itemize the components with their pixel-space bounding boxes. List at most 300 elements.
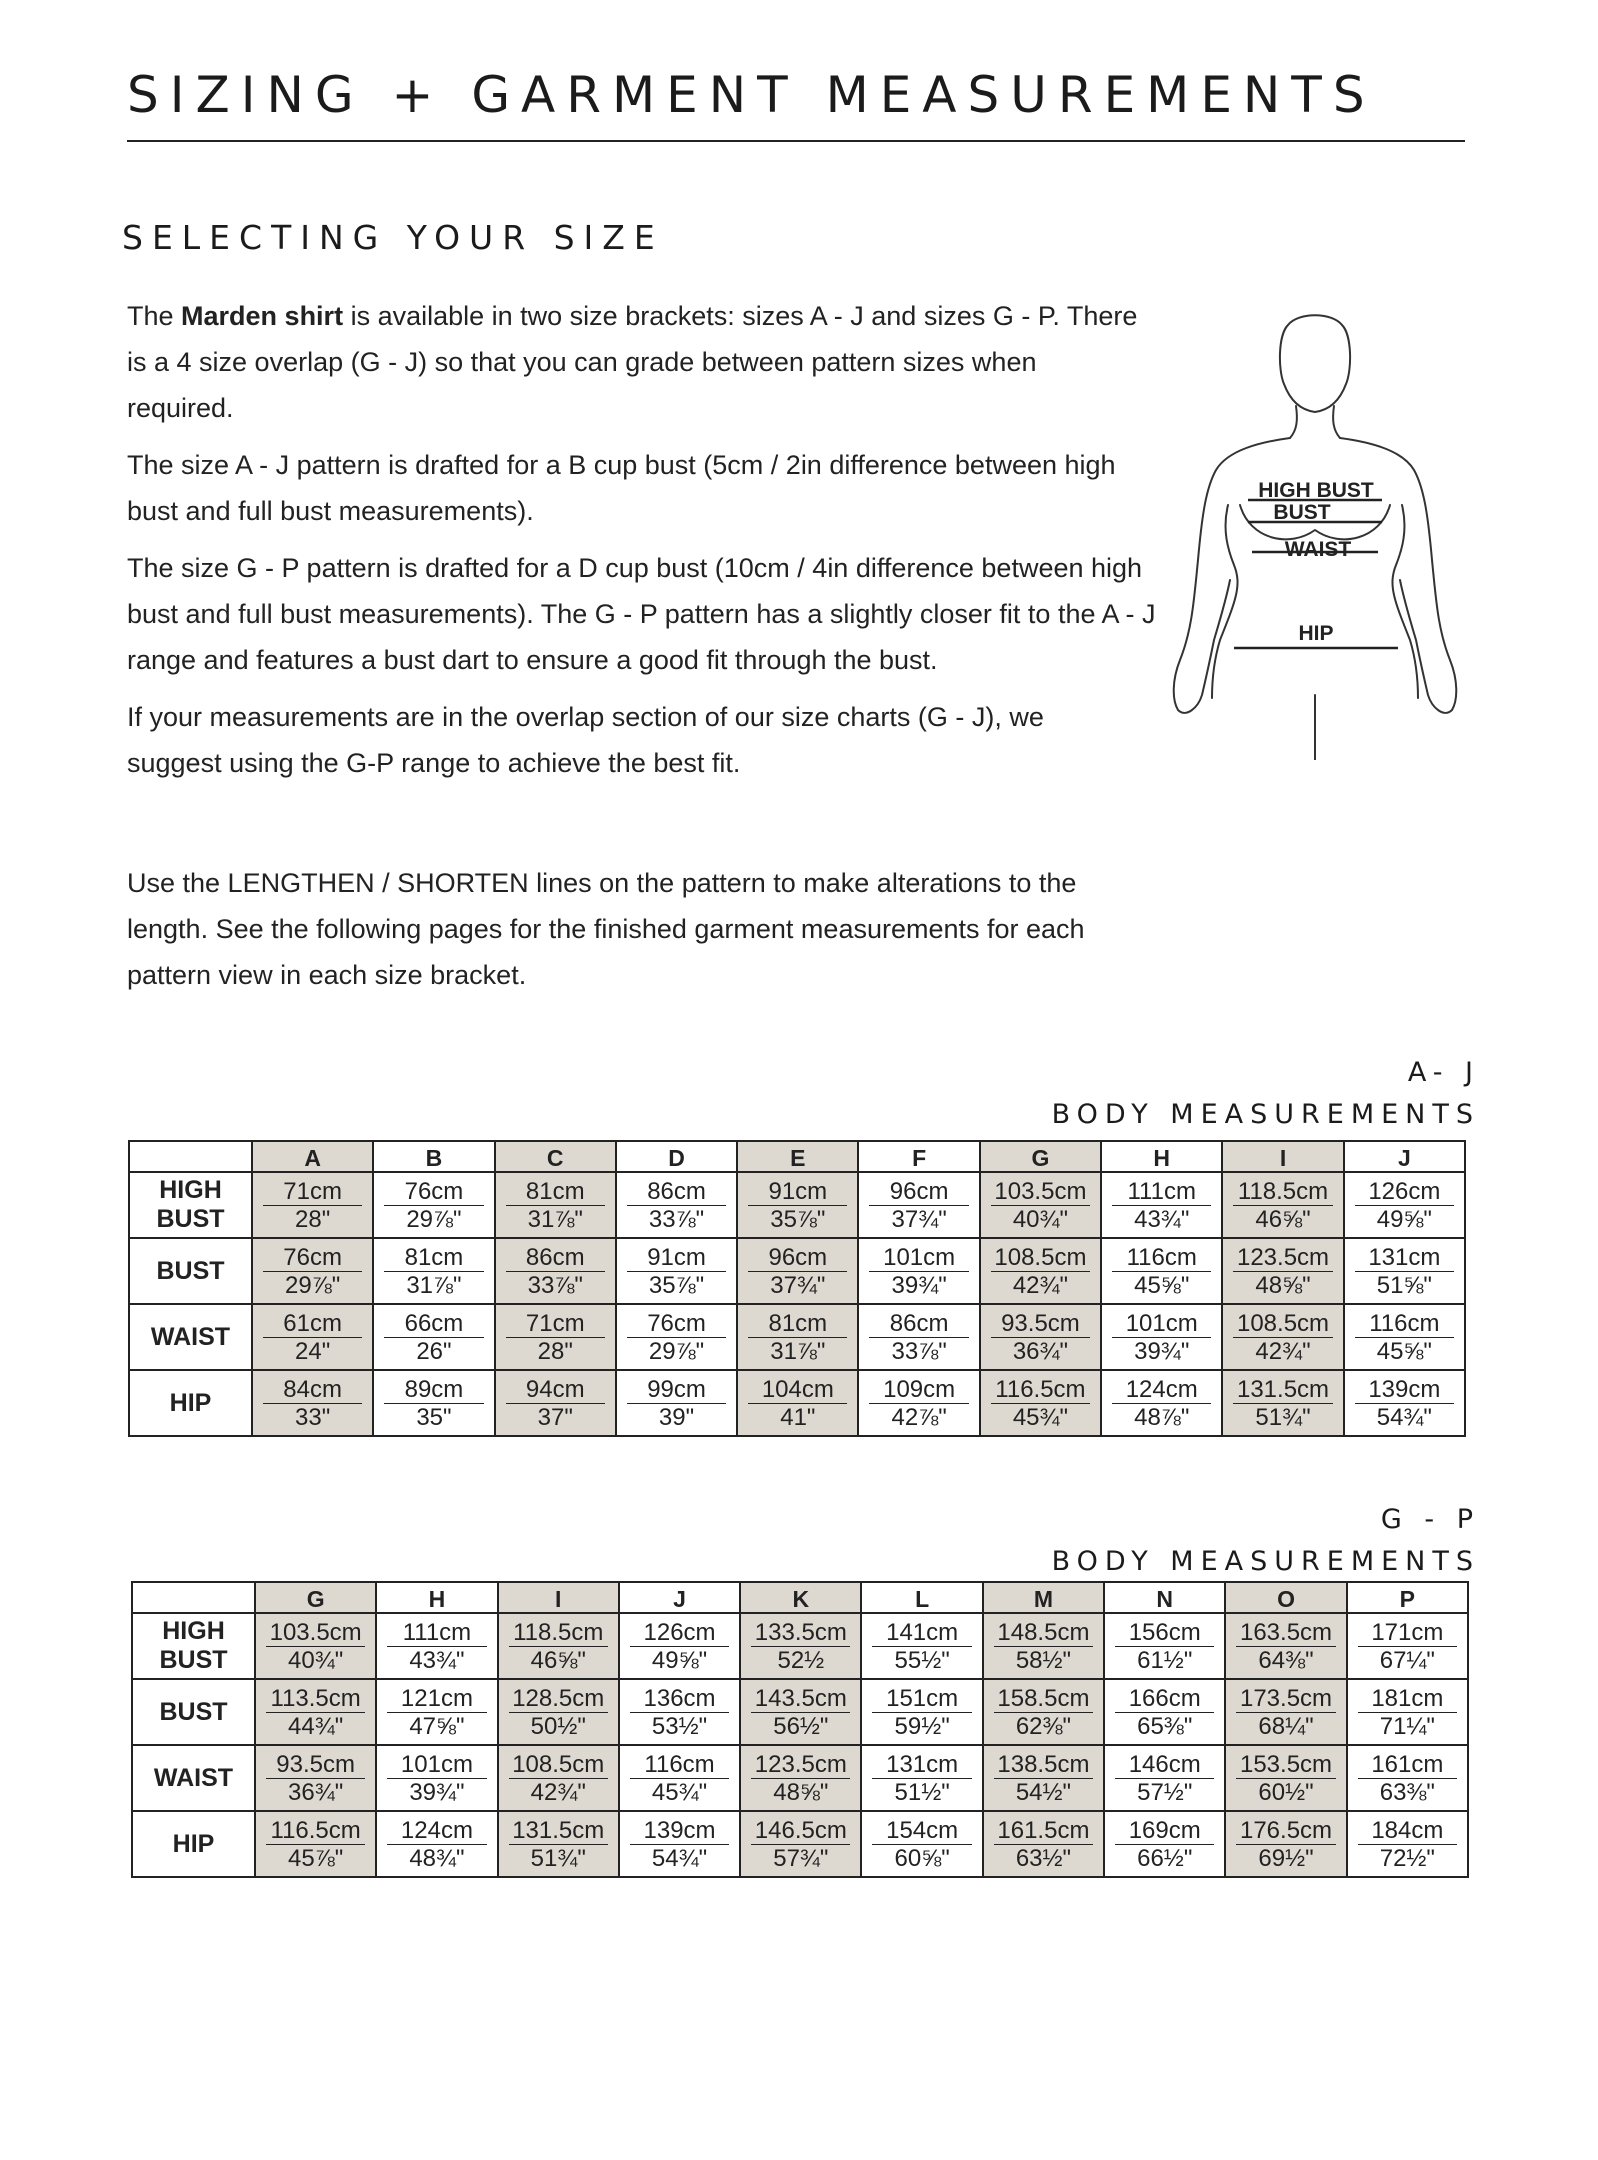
measurement-row: [129, 1172, 1465, 1238]
size-header: L: [861, 1582, 982, 1613]
cm-value: 136cm: [630, 1685, 729, 1713]
section-heading: SELECTING YOUR SIZE: [122, 218, 664, 257]
measurement-cell: [255, 1811, 376, 1877]
measurement-cell: [252, 1370, 373, 1436]
measurement-cell: [1225, 1613, 1346, 1679]
measurement-cell: [861, 1613, 982, 1679]
cm-value: 116.5cm: [991, 1376, 1090, 1404]
size-header: K: [740, 1582, 861, 1613]
measurement-label: WAIST: [129, 1304, 252, 1370]
cm-value: 124cm: [387, 1817, 486, 1845]
cm-value: 139cm: [630, 1817, 729, 1845]
inch-value: 42¾": [530, 1778, 586, 1806]
cm-value: 161cm: [1358, 1751, 1457, 1779]
cm-value: 166cm: [1115, 1685, 1214, 1713]
inch-value: 48⅝": [773, 1778, 829, 1806]
inch-value: 45¾": [651, 1778, 708, 1806]
inch-value: 45⅝": [1134, 1271, 1190, 1299]
measurement-cell: [858, 1370, 979, 1436]
inch-value: 57½": [1137, 1778, 1193, 1806]
inch-value: 66½": [1137, 1844, 1193, 1872]
measurement-cell: [1104, 1811, 1225, 1877]
cm-value: 81cm: [384, 1244, 483, 1272]
cm-value: 121cm: [387, 1685, 486, 1713]
measurement-row: [132, 1811, 1468, 1877]
cm-value: 101cm: [869, 1244, 968, 1272]
measurement-cell: [983, 1745, 1104, 1811]
measurement-label: HIGH BUST: [132, 1613, 255, 1679]
measurement-cell: [498, 1679, 619, 1745]
inch-value: 54¾": [651, 1844, 708, 1872]
size-header: P: [1347, 1582, 1468, 1613]
inch-value: 37¾": [770, 1271, 826, 1299]
cm-value: 81cm: [748, 1310, 847, 1338]
measurement-row: [129, 1304, 1465, 1370]
measurement-cell: [858, 1238, 979, 1304]
cm-value: 111cm: [387, 1619, 486, 1647]
cm-value: 126cm: [630, 1619, 729, 1647]
inch-value: 71¼": [1379, 1712, 1435, 1740]
measurement-cell: [1101, 1304, 1222, 1370]
measurement-cell: [740, 1745, 861, 1811]
measurement-cell: [619, 1811, 740, 1877]
size-header: J: [619, 1582, 740, 1613]
measurement-cell: [858, 1304, 979, 1370]
cm-value: 124cm: [1112, 1376, 1211, 1404]
measurement-cell: [252, 1172, 373, 1238]
cm-value: 148.5cm: [994, 1619, 1093, 1647]
cm-value: 84cm: [263, 1376, 362, 1404]
inch-value: 33⅞": [527, 1271, 583, 1299]
measurement-label: WAIST: [132, 1745, 255, 1811]
measurement-cell: [1222, 1304, 1343, 1370]
measurement-cell: [737, 1304, 858, 1370]
head-outline: [1280, 315, 1350, 412]
cm-value: 138.5cm: [994, 1751, 1093, 1779]
measurement-cell: [740, 1613, 861, 1679]
measurement-cell: [495, 1370, 616, 1436]
measurement-cell: [861, 1745, 982, 1811]
inch-value: 49⅝": [1376, 1205, 1432, 1233]
measurement-cell: [980, 1370, 1101, 1436]
inch-value: 42¾": [1255, 1337, 1311, 1365]
cm-value: 86cm: [506, 1244, 605, 1272]
body-figure-illustration: [1150, 300, 1480, 760]
inch-value: 31⅞": [527, 1205, 583, 1233]
measurement-cell: [616, 1370, 737, 1436]
measurement-cell: [740, 1811, 861, 1877]
size-header: G: [980, 1141, 1101, 1172]
cm-value: 86cm: [627, 1178, 726, 1206]
header-corner: [132, 1582, 255, 1613]
measurement-cell: [616, 1304, 737, 1370]
cm-value: 101cm: [387, 1751, 486, 1779]
inch-value: 35": [416, 1403, 452, 1431]
inch-value: 29⅞": [285, 1271, 341, 1299]
cm-value: 118.5cm: [1233, 1178, 1332, 1206]
measurement-cell: [737, 1238, 858, 1304]
measurement-cell: [1222, 1238, 1343, 1304]
measurement-cell: [252, 1304, 373, 1370]
measurement-cell: [737, 1370, 858, 1436]
inch-value: 63½": [1015, 1844, 1072, 1872]
inch-value: 68¼": [1258, 1712, 1314, 1740]
cm-value: 91cm: [627, 1244, 726, 1272]
measurement-cell: [1344, 1370, 1465, 1436]
inch-value: 42¾": [1012, 1271, 1069, 1299]
intro-text: [127, 293, 1156, 1009]
inch-value: 48⅝": [1255, 1271, 1311, 1299]
measurement-label: HIGH BUST: [129, 1172, 252, 1238]
measurement-cell: [1344, 1238, 1465, 1304]
cm-value: 153.5cm: [1236, 1751, 1335, 1779]
cm-value: 86cm: [869, 1310, 968, 1338]
cm-value: 184cm: [1358, 1817, 1457, 1845]
measurement-cell: [376, 1679, 497, 1745]
paragraph-text: is available in two size brackets: sizes A - J and sizes G - P. There is a 4 size overlap (G - J) so that you can grade between pattern sizes when required.: [127, 301, 1138, 423]
size-header: O: [1225, 1582, 1346, 1613]
measurement-label: BUST: [132, 1679, 255, 1745]
size-range-label: G - P: [1380, 1504, 1480, 1535]
hip-label: HIP: [1298, 622, 1334, 645]
measurement-row: [129, 1238, 1465, 1304]
inch-value: 53½": [651, 1712, 708, 1740]
table-title: BODY MEASUREMENTS: [1051, 1099, 1480, 1130]
measurement-cell: [376, 1811, 497, 1877]
cm-value: 76cm: [384, 1178, 483, 1206]
bust-label: BUST: [1273, 501, 1331, 524]
measurement-cell: [1104, 1613, 1225, 1679]
cm-value: 181cm: [1358, 1685, 1457, 1713]
cm-value: 146.5cm: [751, 1817, 850, 1845]
cm-value: 108.5cm: [991, 1244, 1090, 1272]
measurement-cell: [858, 1172, 979, 1238]
size-header: D: [616, 1141, 737, 1172]
cm-value: 171cm: [1358, 1619, 1457, 1647]
cm-value: 76cm: [263, 1244, 362, 1272]
inch-value: 51½": [894, 1778, 950, 1806]
inch-value: 51⅝": [1376, 1271, 1432, 1299]
inch-value: 63⅜": [1379, 1778, 1435, 1806]
inch-value: 54¾": [1376, 1403, 1432, 1431]
cm-value: 108.5cm: [1233, 1310, 1332, 1338]
inch-value: 72½": [1379, 1844, 1435, 1872]
inch-value: 55½": [894, 1646, 950, 1674]
inch-value: 64⅜": [1258, 1646, 1314, 1674]
cm-value: 123.5cm: [1233, 1244, 1332, 1272]
measurement-cell: [498, 1811, 619, 1877]
cm-value: 71cm: [506, 1310, 605, 1338]
inch-value: 33⅞": [891, 1337, 947, 1365]
high-bust-label: HIGH BUST: [1258, 479, 1374, 502]
cm-value: 71cm: [263, 1178, 362, 1206]
inch-value: 35⅞": [648, 1271, 705, 1299]
inch-value: 29⅞": [406, 1205, 462, 1233]
size-header: F: [858, 1141, 979, 1172]
cm-value: 156cm: [1115, 1619, 1214, 1647]
cm-value: 111cm: [1112, 1178, 1211, 1206]
measurement-cell: [255, 1613, 376, 1679]
inch-value: 41": [780, 1403, 816, 1431]
inch-value: 46⅝": [1255, 1205, 1311, 1233]
title-divider: [127, 140, 1465, 142]
measurement-row: [129, 1370, 1465, 1436]
measurement-cell: [1347, 1811, 1468, 1877]
inch-value: 39¾": [1134, 1337, 1190, 1365]
measurement-cell: [1101, 1238, 1222, 1304]
product-name: Marden shirt: [181, 301, 344, 331]
measurement-cell: [861, 1679, 982, 1745]
size-range-label: A- J: [1407, 1057, 1480, 1088]
cm-value: 96cm: [748, 1244, 847, 1272]
inch-value: 37¾": [891, 1205, 947, 1233]
size-header-row: [129, 1141, 1465, 1172]
measurement-cell: [980, 1238, 1101, 1304]
size-header-row: [132, 1582, 1468, 1613]
size-header: H: [376, 1582, 497, 1613]
inch-value: 36¾": [288, 1778, 344, 1806]
cm-value: 116.5cm: [266, 1817, 365, 1845]
cm-value: 131.5cm: [1233, 1376, 1332, 1404]
paragraph-lengthen: Use the LENGTHEN / SHORTEN lines on the pattern to make alterations to the length. See the following pages for the finished garment measurements for each pattern view in each size bracket.: [127, 868, 1085, 990]
inch-value: 49⅝": [651, 1646, 708, 1674]
measurement-cell: [1222, 1172, 1343, 1238]
cm-value: 151cm: [872, 1685, 971, 1713]
cm-value: 126cm: [1355, 1178, 1454, 1206]
measurement-cell: [1225, 1745, 1346, 1811]
inch-value: 35⅞": [770, 1205, 826, 1233]
inch-value: 28": [537, 1337, 573, 1365]
measurement-cell: [373, 1304, 494, 1370]
inch-value: 29⅞": [648, 1337, 705, 1365]
inch-value: 46⅝": [530, 1646, 586, 1674]
measurement-cell: [1104, 1679, 1225, 1745]
measurement-label: HIP: [129, 1370, 252, 1436]
inch-value: 40¾": [1012, 1205, 1069, 1233]
measurement-cell: [983, 1679, 1104, 1745]
table-aj-caption: [1052, 1052, 1480, 1136]
measurement-row: [132, 1679, 1468, 1745]
measurement-label: HIP: [132, 1811, 255, 1877]
measurement-cell: [1347, 1745, 1468, 1811]
cm-value: 173.5cm: [1236, 1685, 1335, 1713]
measurement-cell: [619, 1613, 740, 1679]
cm-value: 146cm: [1115, 1751, 1214, 1779]
size-header: B: [373, 1141, 494, 1172]
cm-value: 103.5cm: [991, 1178, 1090, 1206]
inch-value: 31⅞": [770, 1337, 826, 1365]
inch-value: 42⅞": [891, 1403, 947, 1431]
measurement-cell: [252, 1238, 373, 1304]
inch-value: 69½": [1258, 1844, 1314, 1872]
cm-value: 131cm: [1355, 1244, 1454, 1272]
paragraph-overlap: If your measurements are in the overlap section of our size charts (G - J), we suggest using the G-P range to achieve the best fit.: [127, 702, 1044, 778]
cm-value: 118.5cm: [509, 1619, 608, 1647]
measurement-cell: [861, 1811, 982, 1877]
cm-value: 93.5cm: [266, 1751, 365, 1779]
table-title: BODY MEASUREMENTS: [1051, 1546, 1480, 1577]
measurement-cell: [498, 1613, 619, 1679]
cm-value: 99cm: [627, 1376, 726, 1404]
measurement-cell: [980, 1304, 1101, 1370]
size-chart-a-j: [128, 1140, 1466, 1437]
inch-value: 45⅞": [288, 1844, 344, 1872]
cm-value: 123.5cm: [751, 1751, 850, 1779]
cm-value: 163.5cm: [1236, 1619, 1335, 1647]
cm-value: 141cm: [872, 1619, 971, 1647]
measurement-cell: [983, 1613, 1104, 1679]
header-corner: [129, 1141, 252, 1172]
measurement-cell: [616, 1238, 737, 1304]
inch-value: 48¾": [409, 1844, 465, 1872]
table-gp-caption: [1052, 1499, 1480, 1583]
inch-value: 51¾": [1255, 1403, 1311, 1431]
size-header: J: [1344, 1141, 1465, 1172]
page-title: SIZING + GARMENT MEASUREMENTS: [127, 66, 1376, 124]
inch-value: 51¾": [530, 1844, 586, 1872]
cm-value: 161.5cm: [994, 1817, 1093, 1845]
inch-value: 50½": [530, 1712, 586, 1740]
cm-value: 128.5cm: [509, 1685, 608, 1713]
inch-value: 43¾": [409, 1646, 465, 1674]
inch-value: 44¾": [288, 1712, 344, 1740]
inch-value: 43¾": [1134, 1205, 1190, 1233]
measurement-cell: [616, 1172, 737, 1238]
measurement-row: [132, 1613, 1468, 1679]
measurement-cell: [495, 1238, 616, 1304]
inch-value: 24": [295, 1337, 331, 1365]
measurement-cell: [376, 1613, 497, 1679]
paragraph-gp-cup: The size G - P pattern is drafted for a D cup bust (10cm / 4in difference between high bust and full bust measurements). The G - P pattern has a slightly closer fit to the A - J range and features a bust dart to ensure a good fit through the bust.: [127, 553, 1156, 675]
measurement-cell: [1347, 1679, 1468, 1745]
cm-value: 89cm: [384, 1376, 483, 1404]
inch-value: 56½": [773, 1712, 829, 1740]
cm-value: 116cm: [1355, 1310, 1454, 1338]
cm-value: 103.5cm: [266, 1619, 365, 1647]
size-header: A: [252, 1141, 373, 1172]
inch-value: 61½": [1137, 1646, 1193, 1674]
size-header: M: [983, 1582, 1104, 1613]
cm-value: 139cm: [1355, 1376, 1454, 1404]
measurement-cell: [619, 1679, 740, 1745]
measurement-cell: [255, 1679, 376, 1745]
measurement-cell: [495, 1172, 616, 1238]
size-header: H: [1101, 1141, 1222, 1172]
cm-value: 176.5cm: [1236, 1817, 1335, 1845]
cm-value: 131cm: [872, 1751, 971, 1779]
measurement-cell: [619, 1745, 740, 1811]
inch-value: 60⅝": [894, 1844, 950, 1872]
size-header: N: [1104, 1582, 1225, 1613]
measurement-label: BUST: [129, 1238, 252, 1304]
cm-value: 61cm: [263, 1310, 362, 1338]
size-chart-g-p: [131, 1581, 1469, 1878]
measurement-cell: [1344, 1304, 1465, 1370]
size-header: I: [1222, 1141, 1343, 1172]
inch-value: 40¾": [288, 1646, 344, 1674]
measurement-cell: [373, 1370, 494, 1436]
inch-value: 33": [295, 1403, 331, 1431]
cm-value: 154cm: [872, 1817, 971, 1845]
side-outline: [1212, 505, 1418, 698]
measurement-cell: [498, 1745, 619, 1811]
cm-value: 101cm: [1112, 1310, 1211, 1338]
measurement-cell: [980, 1172, 1101, 1238]
inch-value: 39": [658, 1403, 695, 1431]
cm-value: 94cm: [506, 1376, 605, 1404]
inch-value: 45¾": [1012, 1403, 1069, 1431]
measurement-cell: [740, 1679, 861, 1745]
inch-value: 59½": [894, 1712, 950, 1740]
inch-value: 48⅞": [1134, 1403, 1190, 1431]
inch-value: 33⅞": [648, 1205, 705, 1233]
measurement-cell: [1101, 1370, 1222, 1436]
measurement-cell: [1222, 1370, 1343, 1436]
inch-value: 31⅞": [406, 1271, 462, 1299]
inch-value: 62⅜": [1015, 1712, 1072, 1740]
measurement-cell: [495, 1304, 616, 1370]
cm-value: 158.5cm: [994, 1685, 1093, 1713]
cm-value: 108.5cm: [509, 1751, 608, 1779]
size-header: C: [495, 1141, 616, 1172]
inch-value: 26": [416, 1337, 452, 1365]
measurement-cell: [737, 1172, 858, 1238]
inch-value: 39¾": [891, 1271, 947, 1299]
cm-value: 104cm: [748, 1376, 847, 1404]
inch-value: 45⅝": [1376, 1337, 1432, 1365]
inch-value: 39¾": [409, 1778, 465, 1806]
inch-value: 47⅝": [409, 1712, 465, 1740]
measurement-cell: [983, 1811, 1104, 1877]
measurement-cell: [1225, 1811, 1346, 1877]
measurement-cell: [1104, 1745, 1225, 1811]
measurement-cell: [376, 1745, 497, 1811]
measurement-cell: [1101, 1172, 1222, 1238]
inch-value: 60½": [1258, 1778, 1314, 1806]
measurement-cell: [1344, 1172, 1465, 1238]
cm-value: 109cm: [869, 1376, 968, 1404]
inch-value: 67¼": [1379, 1646, 1435, 1674]
paragraph-aj-cup: The size A - J pattern is drafted for a B cup bust (5cm / 2in difference between high bust and full bust measurements).: [127, 450, 1116, 526]
inch-value: 58½": [1015, 1646, 1072, 1674]
inch-value: 65⅜": [1137, 1712, 1193, 1740]
inch-value: 37": [537, 1403, 573, 1431]
cm-value: 66cm: [384, 1310, 483, 1338]
cm-value: 169cm: [1115, 1817, 1214, 1845]
inch-value: 57¾": [773, 1844, 829, 1872]
cm-value: 96cm: [869, 1178, 968, 1206]
size-header: I: [498, 1582, 619, 1613]
cm-value: 93.5cm: [991, 1310, 1090, 1338]
cm-value: 81cm: [506, 1178, 605, 1206]
size-header: E: [737, 1141, 858, 1172]
inch-value: 36¾": [1012, 1337, 1069, 1365]
measurement-row: [132, 1745, 1468, 1811]
inch-value: 54½": [1015, 1778, 1072, 1806]
paragraph-size-brackets: [127, 293, 1147, 431]
inch-value: 28": [295, 1205, 331, 1233]
cm-value: 143.5cm: [751, 1685, 850, 1713]
cm-value: 113.5cm: [266, 1685, 365, 1713]
measurement-cell: [373, 1238, 494, 1304]
waist-label: WAIST: [1284, 538, 1352, 561]
paragraph-text: The: [127, 301, 182, 331]
cm-value: 131.5cm: [509, 1817, 608, 1845]
inch-value: 52½: [777, 1646, 825, 1674]
cm-value: 116cm: [1112, 1244, 1211, 1272]
size-header: G: [255, 1582, 376, 1613]
cm-value: 116cm: [630, 1751, 729, 1779]
